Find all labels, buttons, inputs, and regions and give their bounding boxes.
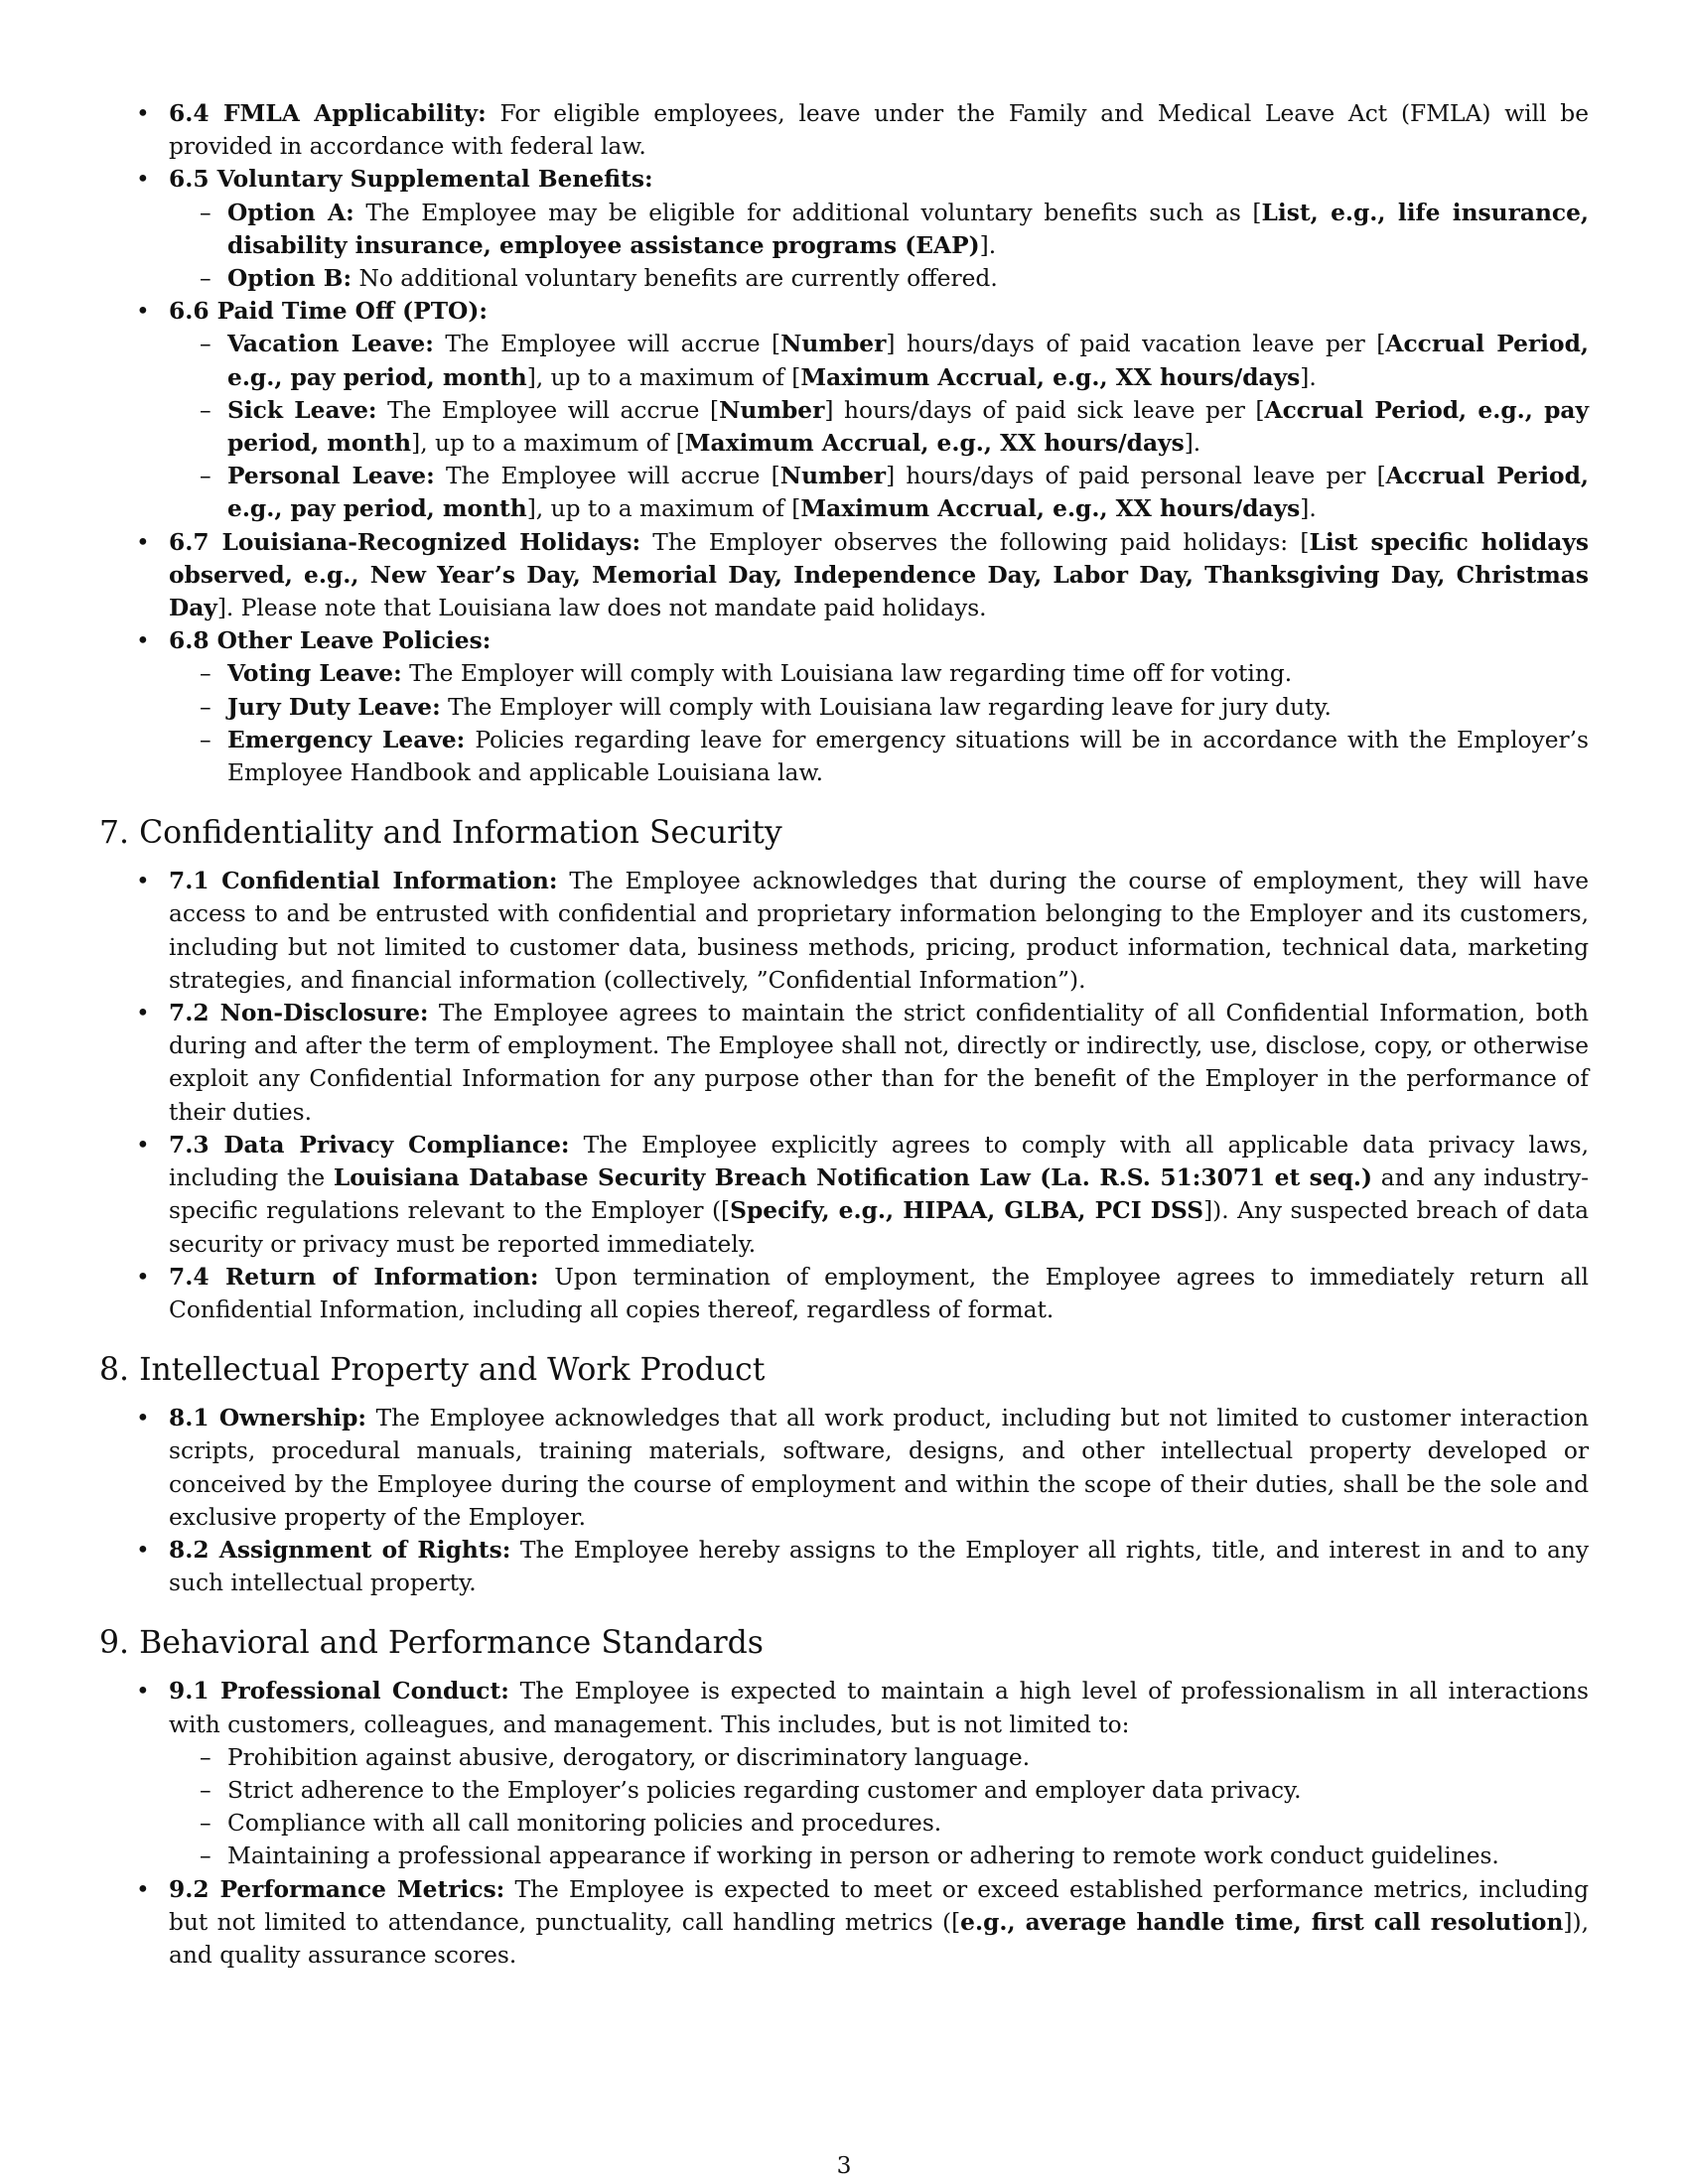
clause-9-1: • 9.1 Professional Conduct: The Employee is expected to maintain a high level of professionalism in all interactions with customers, colleagues, and management. This includes, but is not limited to: – Prohibition against abusive, derogatory, or discriminatory language. – Strict adherence to the Employer’s policies regarding customer and employer data privacy. – Compliance with all call monitoring policies and procedures. – Maintaining a professional appearance if working in person or adhering to remote work conduct guidelines. bbox=[99, 1675, 1589, 1872]
section-8-heading: 8. Intellectual Property and Work Product bbox=[99, 1352, 766, 1389]
section-8-list bbox=[99, 1402, 1589, 1599]
jury-duty-leave: – Jury Duty Leave: The Employer will comply with Louisiana law regarding leave for jury duty. bbox=[169, 691, 1589, 724]
clause-7-1: • 7.1 Confidential Information: The Employee acknowledges that during the course of employment, they will have access to and be entrusted with confidential and proprietary information belonging to the Employer and its customers, including but not limited to customer data, business methods, pricing, product information, technical data, marketing strategies, and financial information (collectively, ”Confidential Information”). bbox=[99, 865, 1589, 997]
clause-8-2: • 8.2 Assignment of Rights: The Employee hereby assigns to the Employer all rights, title, and interest in and to any such intellectual property. bbox=[99, 1534, 1589, 1599]
clause-6-4: • 6.4 FMLA Applicability: For eligible employees, leave under the Family and Medical Leave Act (FMLA) will be provided in accordance with federal law. bbox=[99, 97, 1589, 163]
clause-6-5-options bbox=[169, 197, 1589, 296]
voting-leave: – Voting Leave: The Employer will comply with Louisiana law regarding time off for voting. bbox=[169, 657, 1589, 690]
section-6-list bbox=[99, 97, 1589, 789]
section-9-heading: 9. Behavioral and Performance Standards bbox=[99, 1625, 764, 1662]
option-a: – Option A: The Employee may be eligible for additional voluntary benefits such as [List, e.g., life insurance, disability insurance, employee assistance programs (EAP)]. bbox=[169, 197, 1589, 262]
section-9-list bbox=[99, 1675, 1589, 1972]
section-7-list bbox=[99, 865, 1589, 1326]
clause-6-5: • 6.5 Voluntary Supplemental Benefits: – Option A: The Employee may be eligible for additional voluntary benefits such as [List, e.g., life insurance, disability insurance, employee assistance programs (EAP)]. – Option B: No additional voluntary benefits are currently offered. bbox=[99, 163, 1589, 295]
conduct-list bbox=[169, 1741, 1589, 1873]
document-page bbox=[99, 97, 1589, 1972]
clause-6-6: • 6.6 Paid Time Off (PTO): – Vacation Leave: The Employee will accrue [Number] hours/days of paid vacation leave per [Accrual Period, e.g., pay period, month], up to a maximum of [Maximum Accrual, e.g., XX hours/days]. – Sick Leave: The Employee will accrue [Number] hours/days of paid sick leave per [Accrual Period, e.g., pay period, month], up to a maximum of [Maximum Accrual, e.g., XX hours/days]. – Personal Leave: The Employee will accrue [Number] hours/days of paid personal leave per [Accrual Period, e.g., pay period, month], up to a maximum of [Maximum Accrual, e.g., XX hours/days]. bbox=[99, 295, 1589, 525]
clause-7-3: • 7.3 Data Privacy Compliance: The Employee explicitly agrees to comply with all applicable data privacy laws, including the Louisiana Database Security Breach Notification Law (La. R.S. 51:3071 et seq.) and any industry-specific regulations relevant to the Employer ([Specify, e.g., HIPAA, GLBA, PCI DSS]). Any suspected breach of data security or privacy must be reported immediately. bbox=[99, 1129, 1589, 1261]
clause-6-8: • 6.8 Other Leave Policies: – Voting Leave: The Employer will comply with Louisiana law regarding time off for voting. – Jury Duty Leave: The Employer will comply with Louisiana law regarding leave for jury duty. – Emergency Leave: Policies regarding leave for emergency situations will be in accordance with the Employer’s Employee Handbook and applicable Louisiana law. bbox=[99, 624, 1589, 789]
emergency-leave: – Emergency Leave: Policies regarding leave for emergency situations will be in accordance with the Employer’s Employee Handbook and applicable Louisiana law. bbox=[169, 724, 1589, 789]
personal-leave: – Personal Leave: The Employee will accrue [Number] hours/days of paid personal leave per [Accrual Period, e.g., pay period, month], up to a maximum of [Maximum Accrual, e.g., XX hours/days]. bbox=[169, 460, 1589, 525]
clause-7-2: • 7.2 Non-Disclosure: The Employee agrees to maintain the strict confidentiality of all Confidential Information, both during and after the term of employment. The Employee shall not, directly or indirectly, use, disclose, copy, or otherwise exploit any Confidential Information for any purpose other than for the benefit of the Employer in the performance of their duties. bbox=[99, 997, 1589, 1129]
clause-6-7: • 6.7 Louisiana-Recognized Holidays: The Employer observes the following paid holidays: [List specific holidays observed, e.g., New Year’s Day, Memorial Day, Independence Day, Labor Day, Thanksgiving Day, Christmas Day]. Please note that Louisiana law does not mandate paid holidays. bbox=[99, 526, 1589, 625]
option-b: – Option B: No additional voluntary benefits are currently offered. bbox=[169, 262, 1589, 295]
section-7-heading: 7. Confidentiality and Information Security bbox=[99, 815, 782, 852]
conduct-item: – Compliance with all call monitoring policies and procedures. bbox=[169, 1807, 1589, 1840]
clause-9-2: • 9.2 Performance Metrics: The Employee is expected to meet or exceed established performance metrics, including but not limited to attendance, punctuality, call handling metrics ([e.g., average handle time, first call resolution]), and quality assurance scores. bbox=[99, 1873, 1589, 1973]
pto-list bbox=[169, 328, 1589, 525]
page-number: 3 bbox=[836, 2152, 852, 2179]
clause-8-1: • 8.1 Ownership: The Employee acknowledges that all work product, including but not limited to customer interaction scripts, procedural manuals, training materials, software, designs, and other intellectual property developed or conceived by the Employee during the course of employment and within the scope of their duties, shall be the sole and exclusive property of the Employer. bbox=[99, 1402, 1589, 1534]
clause-7-4: • 7.4 Return of Information: Upon termination of employment, the Employee agrees to immediately return all Confidential Information, including all copies thereof, regardless of format. bbox=[99, 1261, 1589, 1326]
sick-leave: – Sick Leave: The Employee will accrue [Number] hours/days of paid sick leave per [Accrual Period, e.g., pay period, month], up to a maximum of [Maximum Accrual, e.g., XX hours/days]. bbox=[169, 394, 1589, 460]
conduct-item: – Strict adherence to the Employer’s policies regarding customer and employer data privacy. bbox=[169, 1774, 1589, 1807]
conduct-item: – Prohibition against abusive, derogatory, or discriminatory language. bbox=[169, 1741, 1589, 1774]
vacation-leave: – Vacation Leave: The Employee will accrue [Number] hours/days of paid vacation leave per [Accrual Period, e.g., pay period, month], up to a maximum of [Maximum Accrual, e.g., XX hours/days]. bbox=[169, 328, 1589, 393]
other-leave-list bbox=[169, 657, 1589, 789]
conduct-item: – Maintaining a professional appearance if working in person or adhering to remote work conduct guidelines. bbox=[169, 1840, 1589, 1872]
